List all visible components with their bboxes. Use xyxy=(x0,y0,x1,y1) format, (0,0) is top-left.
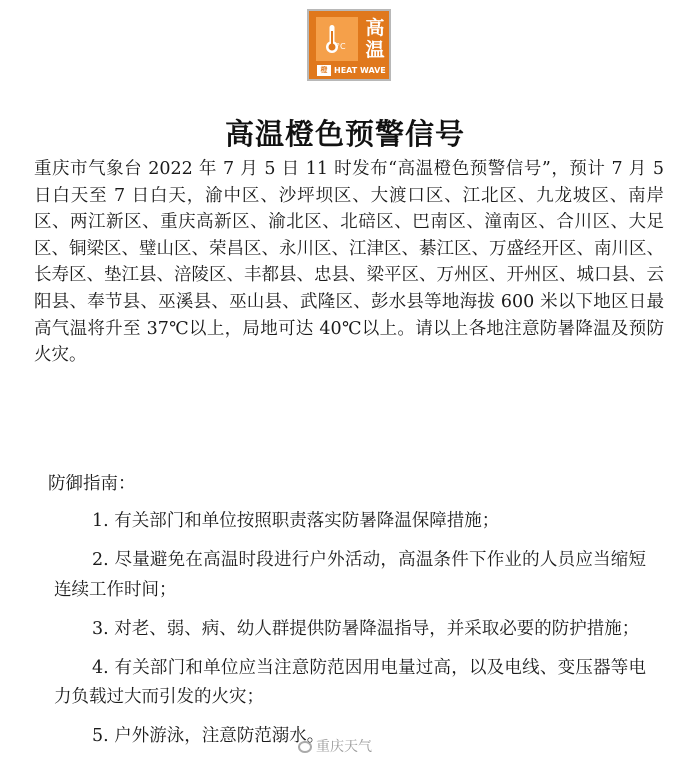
warning-body-text: 重庆市气象台 2022 年 7 月 5 日 11 时发布“高温橙色预警信号”，预计 7 月 5 日白天至 7 日白天，渝中区、沙坪坝区、大渡口区、江北区、九龙坡区、南岸区、两江新区、重庆高新区、渝北区、北碚区、巴南区、潼南区、合川区、大足区、铜梁区、璧山区、荣昌区、永川区、江津区、綦江区、万盛经开区、南川区、长寿区、垫江县、涪陵区、丰都县、忠县、梁平区、万州区、开州区、城口县、云阳县、奉节县、巫溪县、巫山县、武隆区、彭水县等地海拔 600 米以下地区日最高气温将升至 37℃以上，局地可达 40℃以上。请以上各地注意防暑降温及预防火灾。 xyxy=(34,159,664,366)
badge-level-code: 橙 xyxy=(317,65,331,76)
guide-heading: 防御指南： xyxy=(48,474,136,494)
badge-char-2: 温 xyxy=(365,39,385,61)
guide-item-3: 3. 对老、弱、病、幼人群提供防暑降温指导，并采取必要的防护措施； xyxy=(92,618,640,639)
guide-item-5: 5. 户外游泳，注意防范溺水。 xyxy=(92,726,325,746)
badge-english-label: HEAT WAVE xyxy=(334,66,386,75)
guide-item-1: 1. 有关部门和单位按照职责落实防暑降温保障措施； xyxy=(92,511,500,531)
badge-unit: °C xyxy=(336,42,346,51)
guide-item-4: 4. 有关部门和单位应当注意防范因用电量过高，以及电线、变压器等电力负载过大而引发的火灾； xyxy=(54,657,646,707)
weibo-icon xyxy=(298,741,312,753)
guide-item-2: 2. 尽量避免在高温时段进行户外活动，高温条件下作业的人员应当缩短连续工作时间； xyxy=(54,550,646,600)
guide-list xyxy=(54,507,646,761)
heat-wave-warning-badge xyxy=(307,9,391,81)
badge-char-1: 高 xyxy=(365,17,385,39)
thermometer-icon xyxy=(316,17,358,61)
weibo-watermark xyxy=(298,736,372,756)
watermark-text: 重庆天气 xyxy=(316,739,372,755)
page-title: 高温橙色预警信号 xyxy=(224,117,465,151)
